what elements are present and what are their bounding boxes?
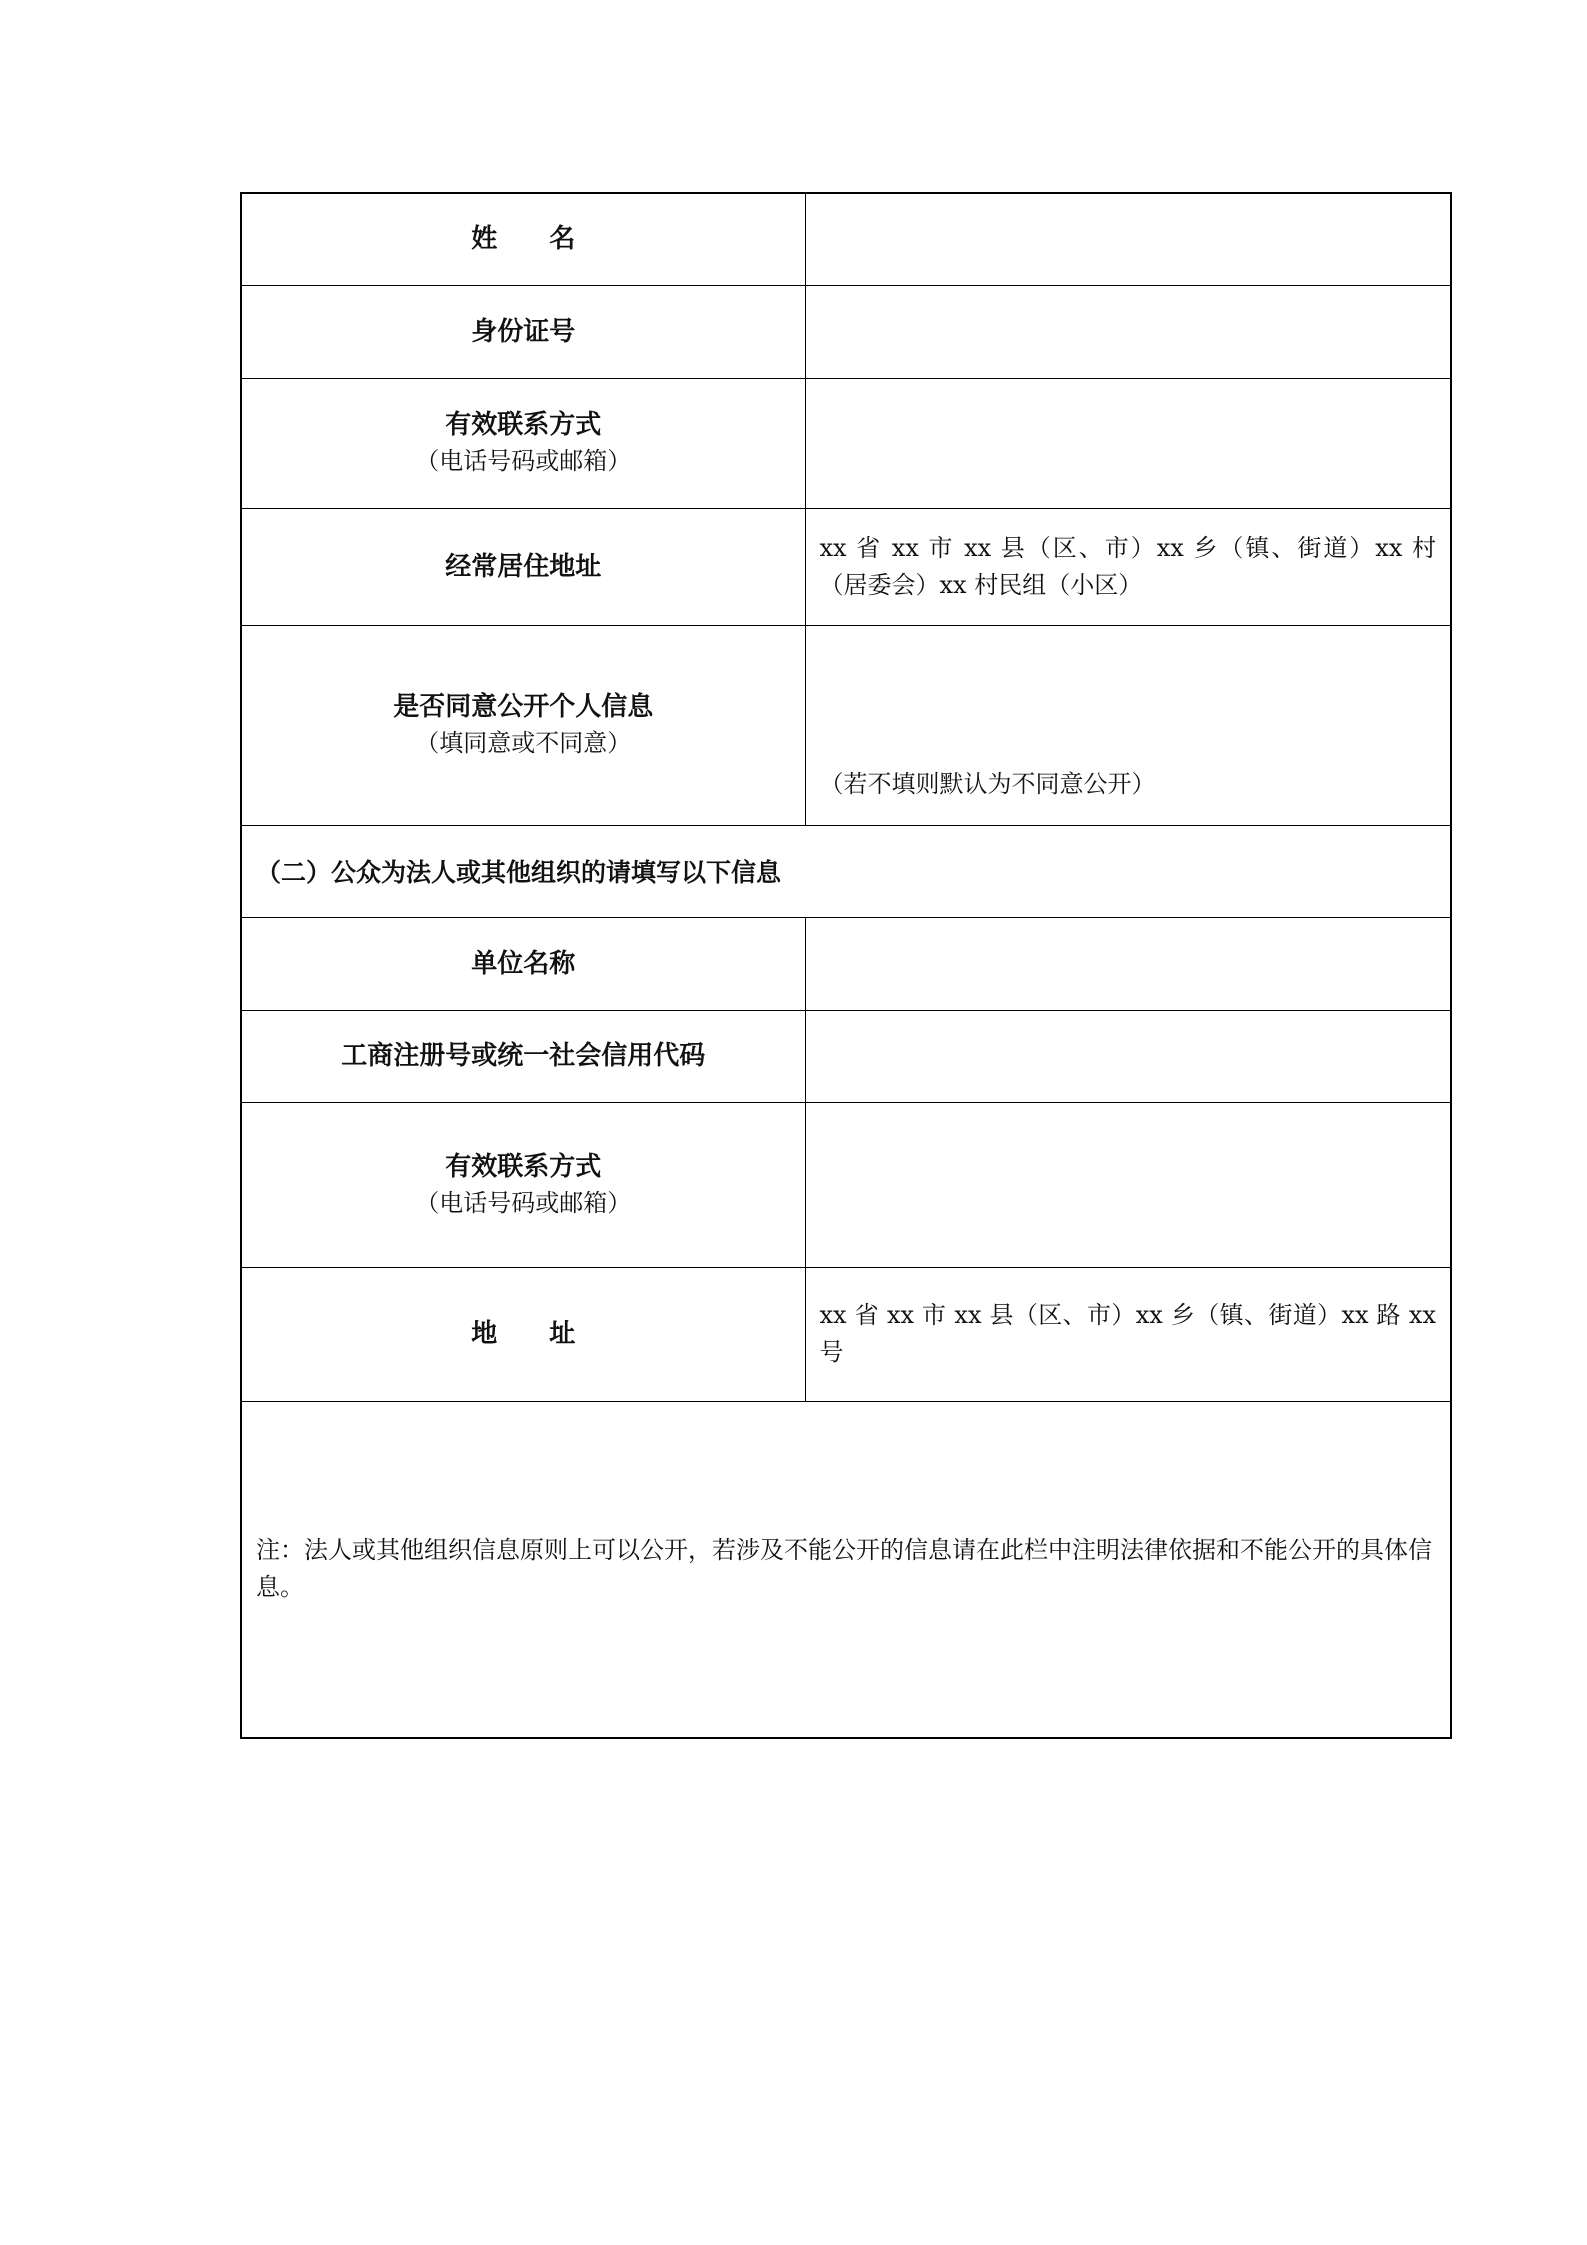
id-label-cell [241,285,805,378]
registration-code-field[interactable] [805,1010,1451,1102]
contact-label: 有效联系方式 [445,410,602,440]
unit-name-label: 单位名称 [471,948,576,979]
consent-sublabel: （填同意或不同意） [415,729,632,757]
org-contact-sublabel: （电话号码或邮箱） [415,1188,632,1217]
org-address-label: 地 址 [471,1319,576,1349]
contact-field[interactable] [805,378,1451,508]
name-label: 姓 名 [471,224,576,255]
organization-section-title: （二）公众为法人或其他组织的请填写以下信息 [241,825,1451,917]
org-contact-field[interactable] [805,1102,1451,1267]
row-section-organization [241,825,1451,917]
name-label-cell [241,193,805,285]
consent-label-cell [241,625,805,825]
name-field[interactable] [805,193,1451,285]
org-contact-label-cell [241,1102,805,1267]
contact-label-cell [241,378,805,508]
information-form-table [240,192,1452,1739]
unit-name-field[interactable] [805,917,1451,1010]
residence-address-template: xx 省 xx 市 xx 县（区、市）xx 乡（镇、街道）xx 村（居委会）xx 村民组（小区） [819,533,1436,599]
row-note [241,1401,1451,1738]
row-org-contact [241,1102,1451,1267]
consent-label: 是否同意公开个人信息 [393,692,654,722]
row-registration [241,1010,1451,1102]
id-number-field[interactable] [805,285,1451,378]
reg-label-cell [241,1010,805,1102]
org-address-field[interactable] [805,1267,1451,1401]
row-consent [241,625,1451,825]
row-contact [241,378,1451,508]
residence-address-field[interactable] [805,508,1451,625]
unit-label-cell [241,917,805,1010]
registration-code-label: 工商注册号或统一社会信用代码 [341,1041,706,1071]
id-number-label: 身份证号 [471,316,576,347]
address-label-cell [241,508,805,625]
row-org-address [241,1267,1451,1401]
org-contact-label: 有效联系方式 [445,1151,602,1182]
org-address-template: xx 省 xx 市 xx 县（区、市）xx 乡（镇、街道）xx 路 xx 号 [819,1301,1436,1366]
row-unit-name [241,917,1451,1010]
consent-default-note: （若不填则默认为不同意公开） [819,769,1156,798]
consent-field[interactable] [805,625,1451,825]
residence-address-label: 经常居住地址 [445,551,602,582]
org-address-label-cell [241,1267,805,1401]
org-disclosure-note: 注：法人或其他组织信息原则上可以公开，若涉及不能公开的信息请在此栏中注明法律依据和不能公开的具体信息。 [256,1536,1432,1602]
row-name [241,193,1451,285]
row-address [241,508,1451,625]
org-note-field[interactable] [241,1401,1451,1738]
contact-sublabel: （电话号码或邮箱） [415,447,632,475]
row-id [241,285,1451,378]
